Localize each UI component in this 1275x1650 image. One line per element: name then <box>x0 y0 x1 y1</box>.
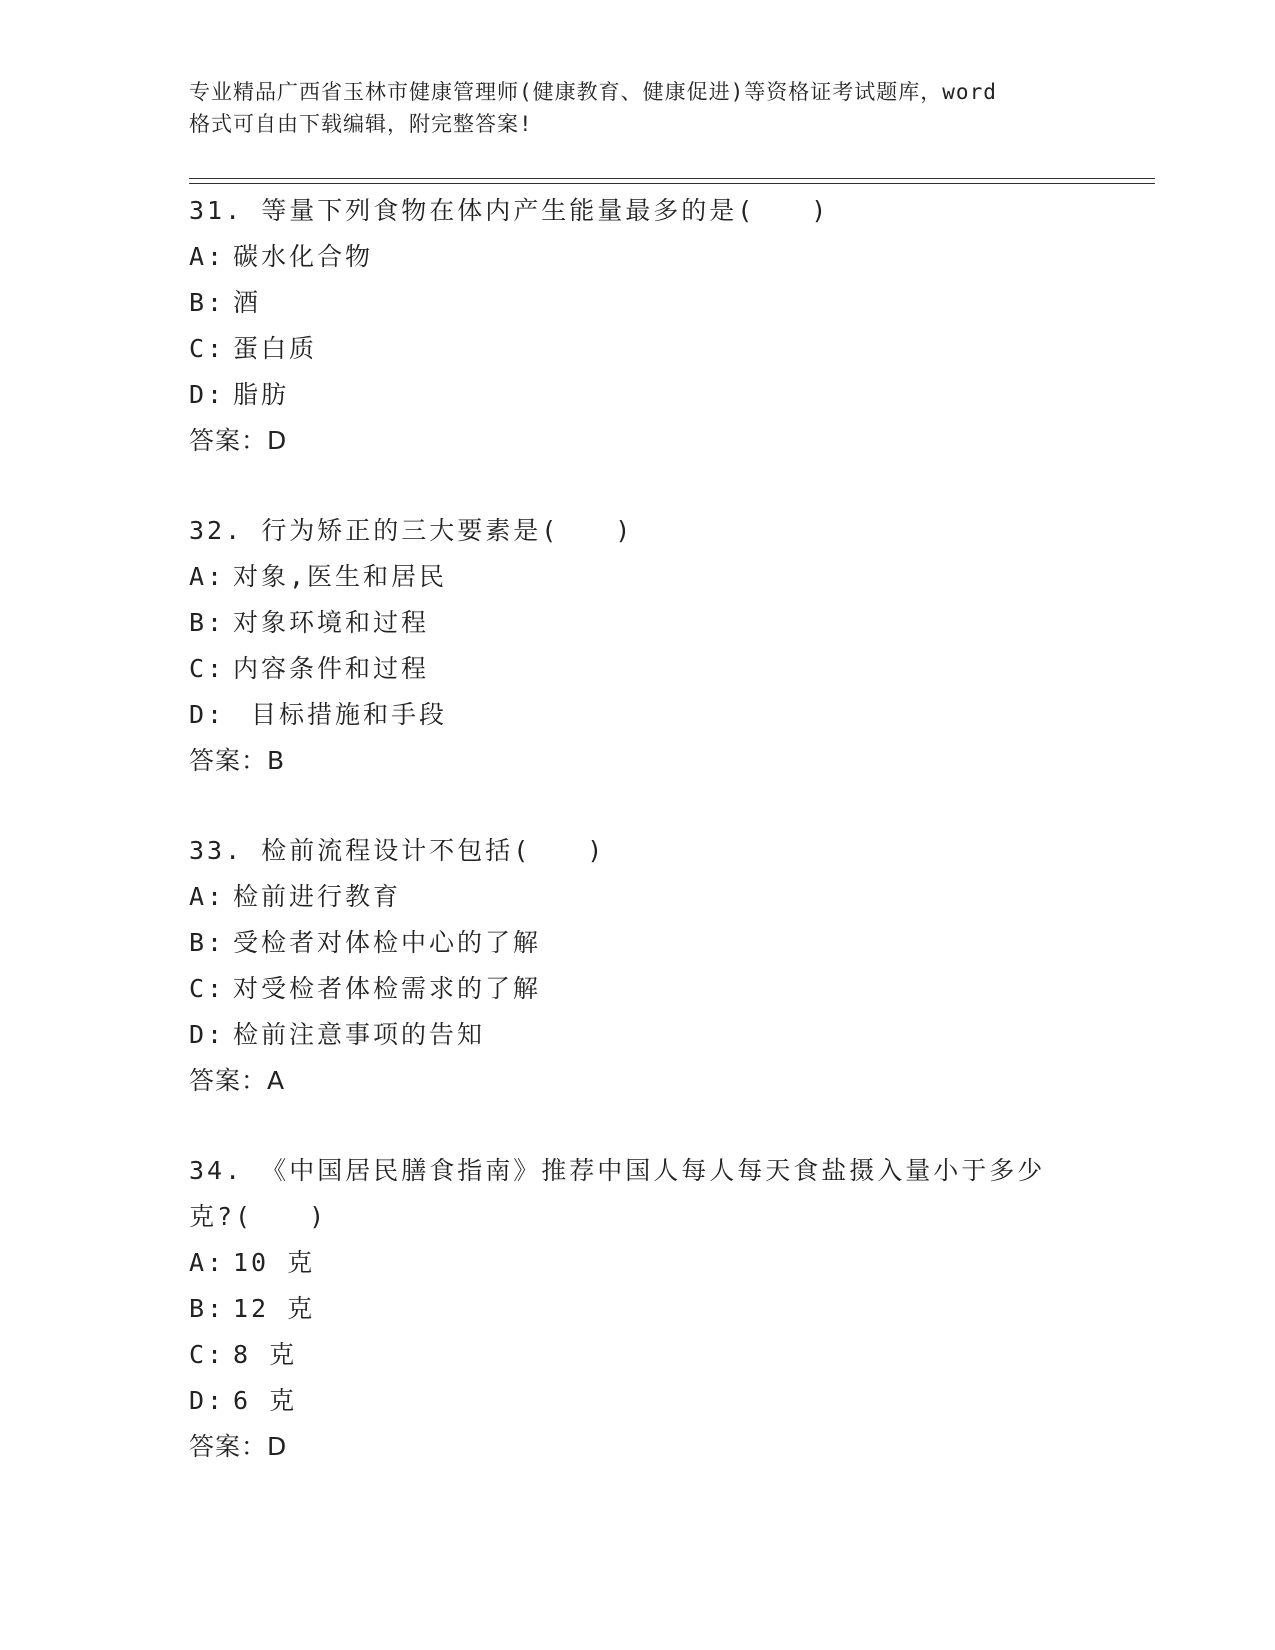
question-34 <box>189 1148 1089 1470</box>
option-text: 10 克 <box>233 1248 316 1277</box>
option-label: B: <box>189 608 226 637</box>
option-text: 检前进行教育 <box>233 882 402 911</box>
answer-line: 答案：D <box>189 426 288 455</box>
option-d <box>189 1378 1089 1424</box>
question-33 <box>189 828 1089 1104</box>
option-label: A: <box>189 242 226 271</box>
option-d <box>189 692 1089 738</box>
option-text: 酒 <box>233 288 262 317</box>
option-label: C: <box>189 334 226 363</box>
option-b <box>189 1286 1089 1332</box>
option-text: 内容条件和过程 <box>233 654 430 683</box>
option-text: 蛋白质 <box>233 334 318 363</box>
option-b <box>189 920 1089 966</box>
option-label: B: <box>189 288 226 317</box>
question-stem: 34. 《中国居民膳食指南》推荐中国人每人每天食盐摄入量小于多少 <box>189 1156 1046 1185</box>
question-32 <box>189 508 1089 784</box>
option-label: D: <box>189 1386 226 1415</box>
option-label: A: <box>189 1248 226 1277</box>
question-stem: 32. 行为矫正的三大要素是( ) <box>189 516 634 545</box>
question-stem-continued: 克?( ) <box>189 1202 328 1231</box>
option-text: 对象环境和过程 <box>233 608 430 637</box>
option-b <box>189 600 1089 646</box>
option-d <box>189 1012 1089 1058</box>
option-label: D: <box>189 1020 226 1049</box>
option-label: D: <box>189 700 226 729</box>
option-text: 8 克 <box>233 1340 298 1369</box>
option-label: C: <box>189 654 226 683</box>
option-label: D: <box>189 380 226 409</box>
option-label: A: <box>189 882 226 911</box>
option-d <box>189 372 1089 418</box>
question-stem: 33. 检前流程设计不包括( ) <box>189 836 606 865</box>
option-text: 6 克 <box>233 1386 298 1415</box>
option-text: 对象,医生和居民 <box>233 562 448 591</box>
option-text: 脂肪 <box>233 380 290 409</box>
option-label: C: <box>189 974 226 1003</box>
option-c <box>189 966 1089 1012</box>
answer-line: 答案：D <box>189 1432 288 1461</box>
header-line-2: 格式可自由下载编辑，附完整答案! <box>189 112 533 136</box>
option-a <box>189 554 1089 600</box>
option-c <box>189 1332 1089 1378</box>
option-text: 受检者对体检中心的了解 <box>233 928 542 957</box>
option-label: A: <box>189 562 226 591</box>
option-text: 对受检者体检需求的了解 <box>233 974 542 1003</box>
option-c <box>189 326 1089 372</box>
option-label: C: <box>189 1340 226 1369</box>
question-31 <box>189 188 1089 464</box>
option-label: B: <box>189 928 226 957</box>
option-text: 检前注意事项的告知 <box>233 1020 486 1049</box>
question-stem: 31. 等量下列食物在体内产生能量最多的是( ) <box>189 196 830 225</box>
option-text: 12 克 <box>233 1294 316 1323</box>
header-line-1: 专业精品广西省玉林市健康管理师(健康教育、健康促进)等资格证考试题库，word <box>189 80 997 104</box>
option-a <box>189 234 1089 280</box>
option-c <box>189 646 1089 692</box>
answer-line: 答案：B <box>189 746 286 775</box>
option-label: B: <box>189 1294 226 1323</box>
document-header <box>189 76 1089 140</box>
answer-line: 答案：A <box>189 1066 286 1095</box>
header-divider-bottom <box>189 183 1155 184</box>
option-text: 目标措施和手段 <box>233 700 448 729</box>
option-b <box>189 280 1089 326</box>
header-divider-top <box>189 178 1155 179</box>
option-a <box>189 1240 1089 1286</box>
option-text: 碳水化合物 <box>233 242 374 271</box>
option-a <box>189 874 1089 920</box>
